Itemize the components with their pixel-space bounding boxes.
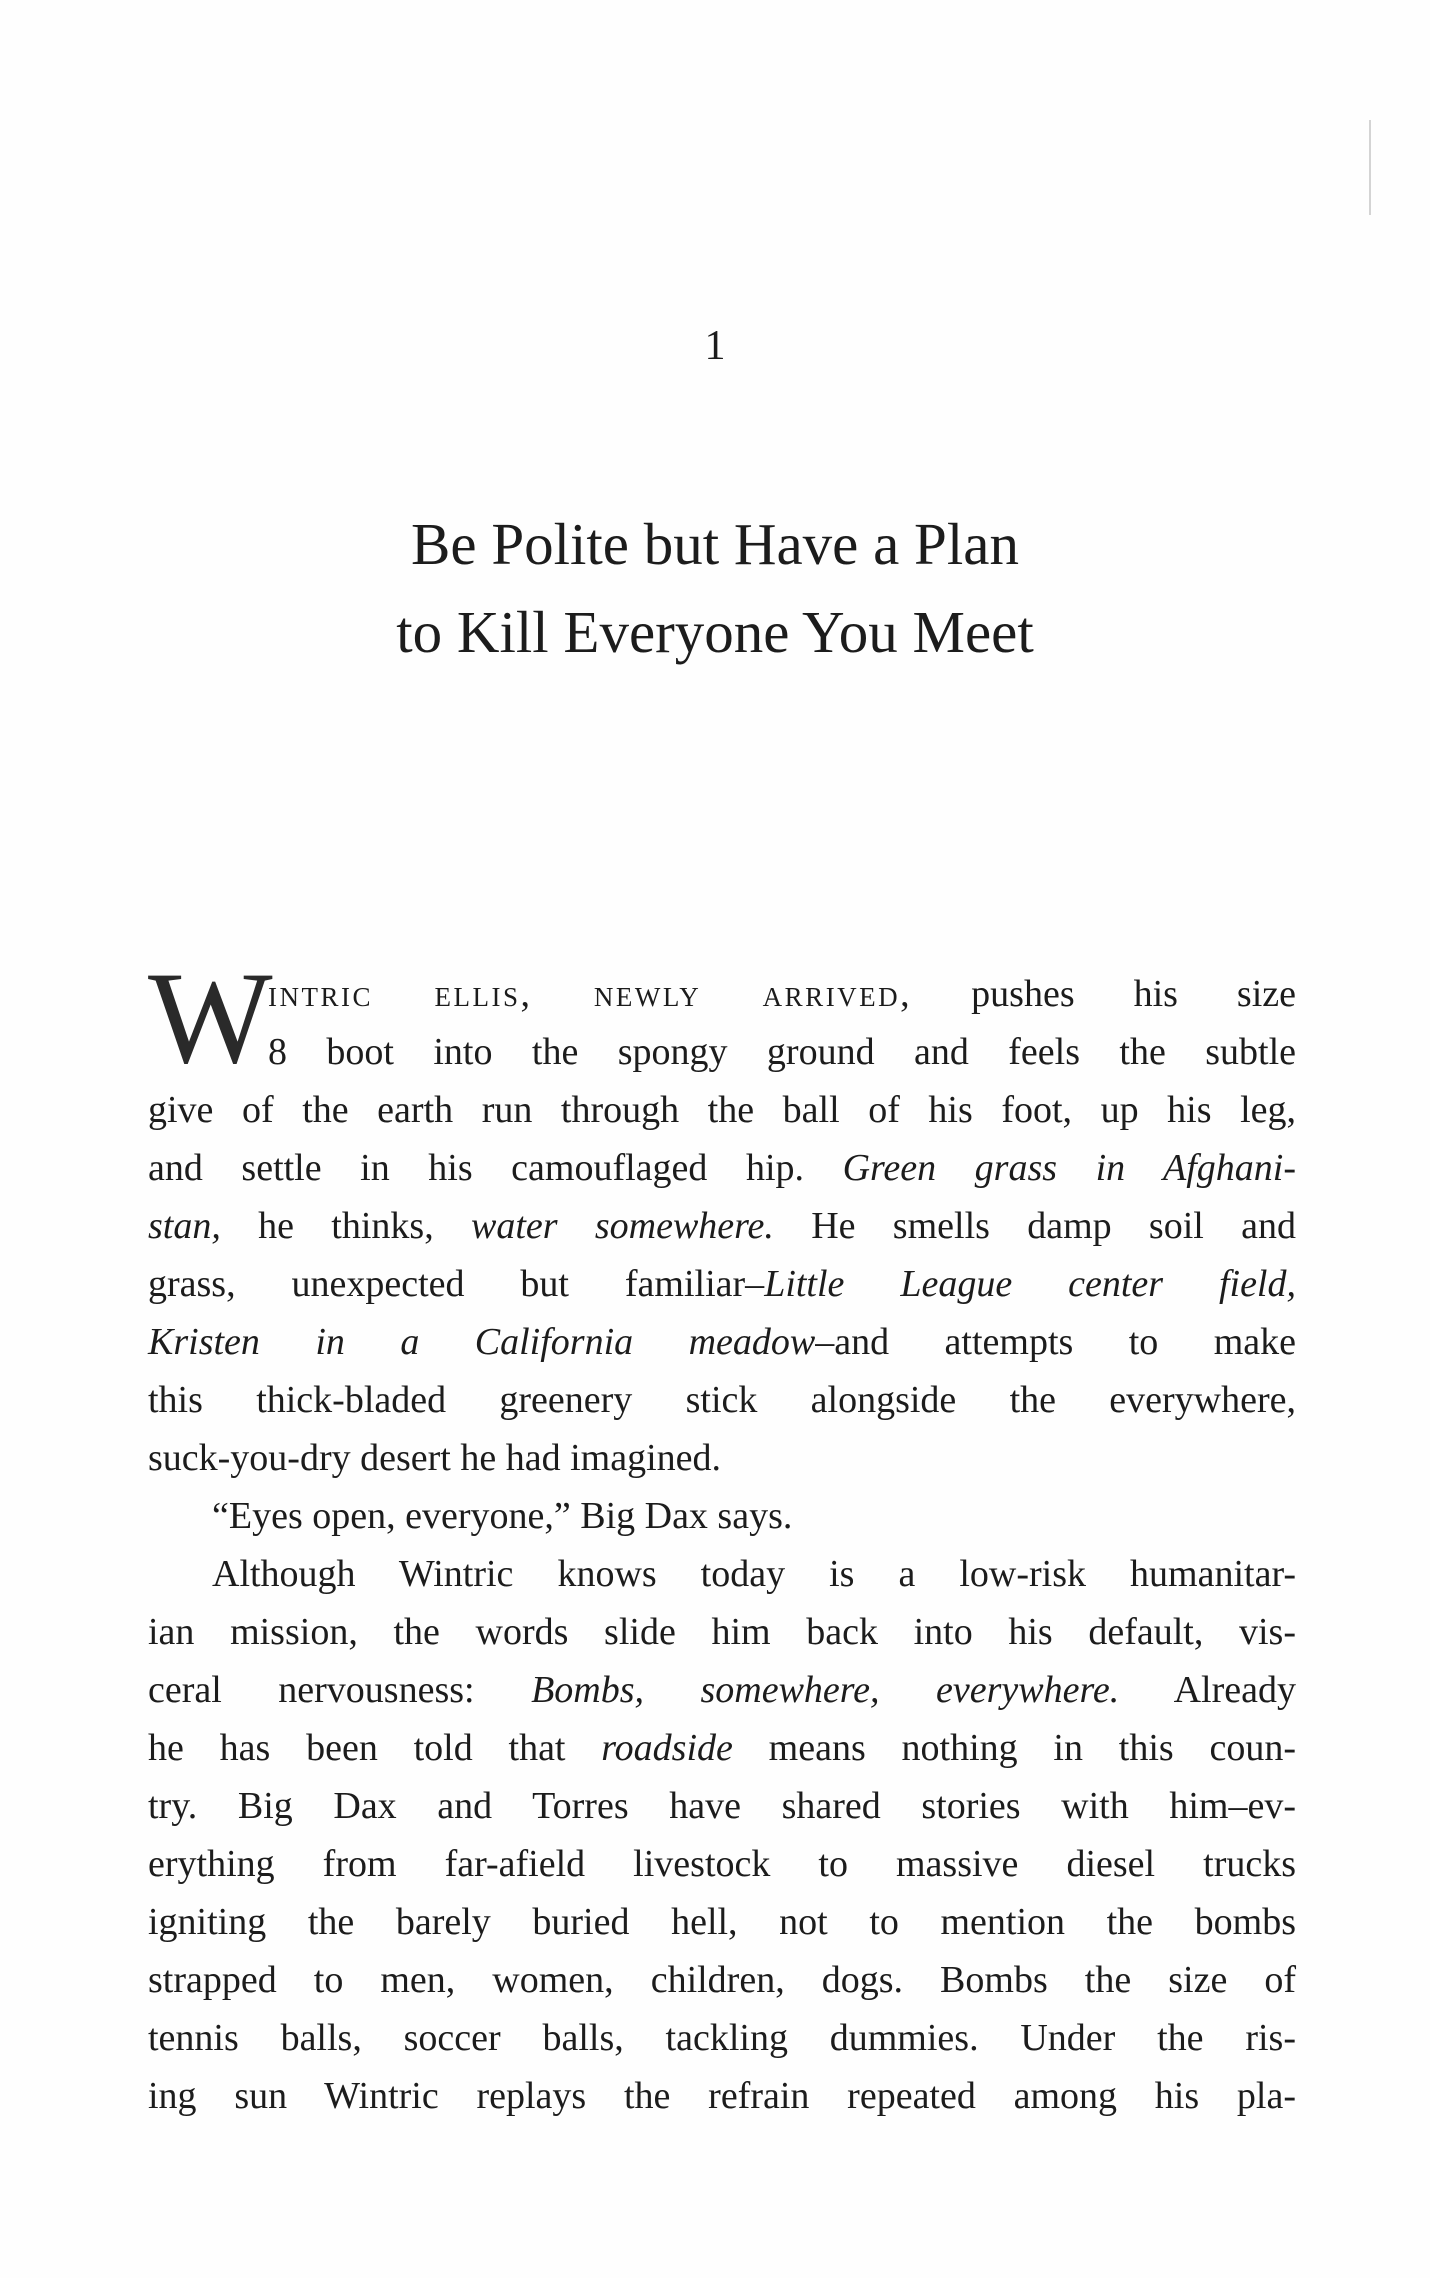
text-line: 8 boot into the spongy ground and feels the subtle [268, 1031, 1296, 1073]
text-line: tennis balls, soccer balls, tackling dummies. Under the ris- [148, 2017, 1296, 2059]
chapter-title-line-1: Be Polite but Have a Plan [411, 511, 1019, 577]
italic-run: roadside [601, 1727, 733, 1769]
italic-run: stan, [148, 1205, 221, 1247]
italic-run: water somewhere. [471, 1205, 774, 1247]
text-line [148, 965, 1296, 1023]
text-line: erything from far-afield livestock to massive diesel trucks [148, 1843, 1296, 1885]
small-caps-lead: intric ellis, newly arrived, [268, 973, 913, 1015]
text-run: –and attempts to make [815, 1321, 1297, 1363]
text-run: he thinks, [220, 1205, 471, 1247]
italic-run: Green grass in Afghani- [842, 1147, 1296, 1189]
italic-run: Kristen in a California meadow [148, 1321, 816, 1363]
text-run: grass, unexpected but familiar– [148, 1263, 765, 1305]
text-line [148, 1313, 1296, 1371]
text-line: ing sun Wintric replays the refrain repeated among his pla- [148, 2075, 1296, 2117]
text-line: ian mission, the words slide him back into his default, vis- [148, 1611, 1296, 1653]
text-line [148, 1139, 1296, 1197]
text-line: try. Big Dax and Torres have shared stories with him–ev- [148, 1785, 1296, 1827]
text-line [148, 1661, 1296, 1719]
chapter-title [0, 500, 1430, 676]
text-run: He smells damp soil and [773, 1205, 1296, 1247]
text-line: this thick-bladed greenery stick alongside the everywhere, [148, 1379, 1296, 1421]
text-run: pushes his size [912, 973, 1296, 1015]
text-line: igniting the barely buried hell, not to mention the bombs [148, 1901, 1296, 1943]
text-line: give of the earth run through the ball of his foot, up his leg, [148, 1089, 1296, 1131]
text-run: he has been told that [148, 1727, 602, 1769]
chapter-number: 1 [704, 323, 726, 369]
text-line: Although Wintric knows today is a low-risk humanitar- [212, 1553, 1296, 1595]
text-line: “Eyes open, everyone,” Big Dax says. [212, 1495, 793, 1537]
text-line: strapped to men, women, children, dogs. Bombs the size of [148, 1959, 1296, 2001]
text-line [148, 1197, 1296, 1255]
drop-cap: W [148, 944, 273, 1091]
text-line [148, 1255, 1296, 1313]
body-text [148, 944, 1297, 2125]
italic-run: Little League center field, [764, 1263, 1296, 1305]
text-line [148, 1719, 1296, 1777]
scan-edge-mark [1369, 120, 1371, 215]
text-run: Already [1119, 1669, 1296, 1711]
italic-run: Bombs, somewhere, everywhere. [531, 1669, 1120, 1711]
text-run: and settle in his camouflaged hip. [148, 1147, 843, 1189]
chapter-title-line-2: to Kill Everyone You Meet [396, 599, 1034, 665]
text-line: suck-you-dry desert he had imagined. [148, 1437, 721, 1479]
text-run: means nothing in this coun- [732, 1727, 1296, 1769]
text-run: ceral nervousness: [148, 1669, 532, 1711]
